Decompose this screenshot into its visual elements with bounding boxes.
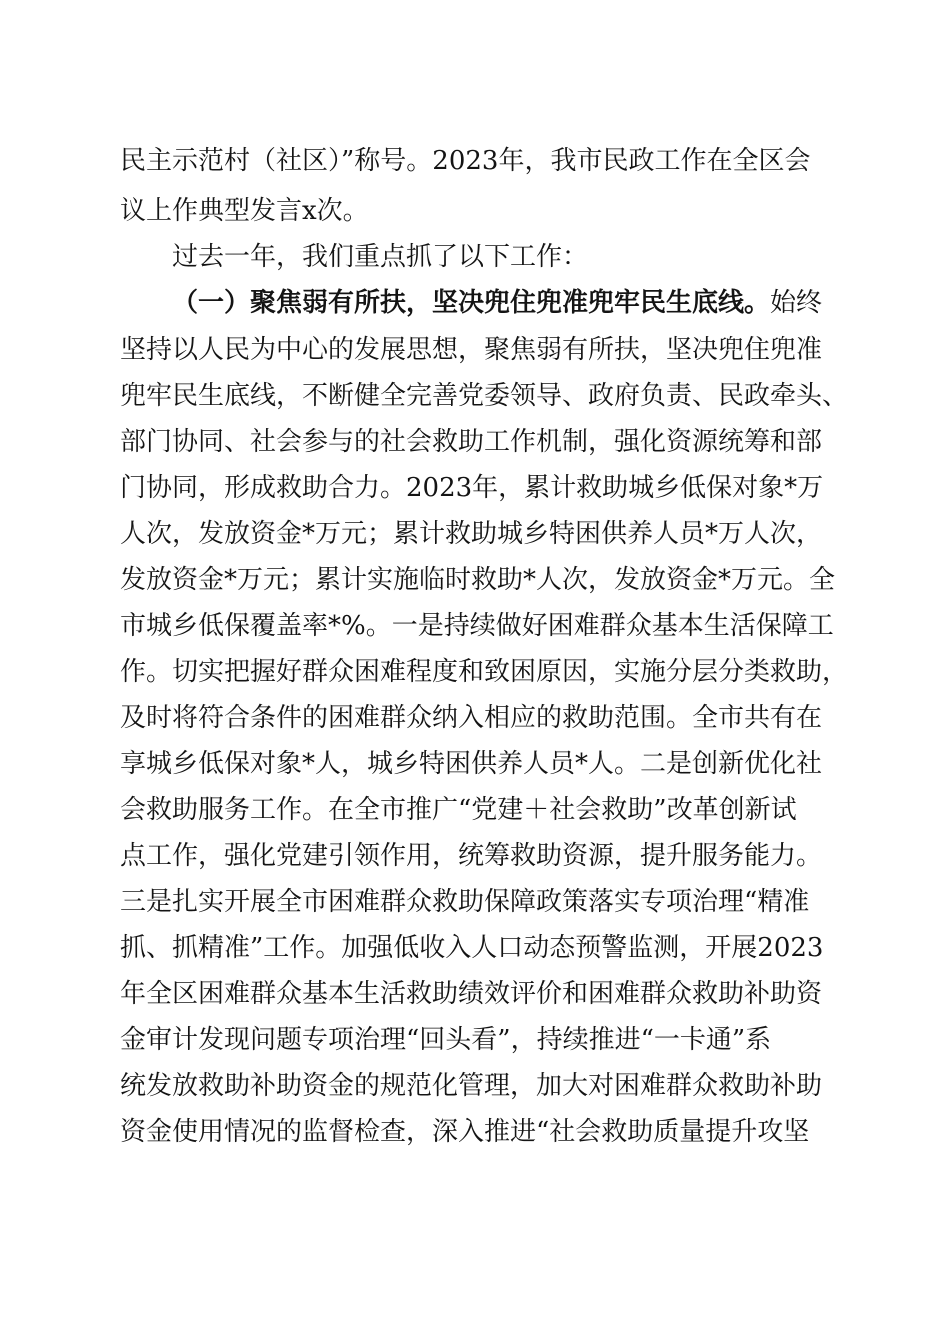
- section-heading: （一）聚焦弱有所扶，坚决兜住兜准兜牢民生底线。: [172, 288, 771, 318]
- text-line: 资金使用情况的监督检查，深入推进“社会救助质量提升攻坚: [120, 1117, 810, 1147]
- text-line: 民主示范村（社区）”称号。2023年，我市民政工作在全区会: [120, 146, 811, 176]
- text-line: 统发放救助补助资金的规范化管理，加大对困难群众救助补助: [120, 1071, 823, 1101]
- text-line: 议上作典型发言x次。: [120, 196, 369, 226]
- text-line: 门协同，形成救助合力。2023年，累计救助城乡低保对象*万: [120, 473, 824, 503]
- text-line: 过去一年，我们重点抓了以下工作：: [172, 242, 589, 272]
- text-line: 人次，发放资金*万元；累计救助城乡特困供养人员*万人次，: [120, 519, 823, 549]
- text-line: 部门协同、社会参与的社会救助工作机制，强化资源统筹和部: [120, 427, 823, 457]
- text-line: 抓、抓精准”工作。加强低收入人口动态预警监测，开展2023: [120, 933, 824, 963]
- text-line: 三是扎实开展全市困难群众救助保障政策落实专项治理“精准: [120, 887, 810, 917]
- text-line: 市城乡低保覆盖率*%。一是持续做好困难群众基本生活保障工: [120, 611, 834, 641]
- text-line: 发放资金*万元；累计实施临时救助*人次，发放资金*万元。全: [120, 565, 836, 595]
- section-heading-line: [172, 288, 892, 318]
- section-heading-continuation: 始终: [770, 288, 823, 318]
- text-line: 享城乡低保对象*人，城乡特困供养人员*人。二是创新优化社: [120, 749, 823, 779]
- text-line: 点工作，强化党建引领作用，统筹救助资源，提升服务能力。: [120, 841, 823, 871]
- text-line: 及时将符合条件的困难群众纳入相应的救助范围。全市共有在: [120, 703, 823, 733]
- text-line: 兜牢民生底线，不断健全完善党委领导、政府负责、民政牵头、: [120, 381, 849, 411]
- text-line: 坚持以人民为中心的发展思想，聚焦弱有所扶，坚决兜住兜准: [120, 335, 823, 365]
- text-line: 金审计发现问题专项治理“回头看”，持续推进“一卡通”系: [120, 1025, 772, 1055]
- text-line: 年全区困难群众基本生活救助绩效评价和困难群众救助补助资: [120, 979, 823, 1009]
- text-line: 会救助服务工作。在全市推广“党建＋社会救助”改革创新试: [120, 795, 797, 825]
- text-line: 作。切实把握好群众困难程度和致困原因，实施分层分类救助，: [120, 657, 849, 687]
